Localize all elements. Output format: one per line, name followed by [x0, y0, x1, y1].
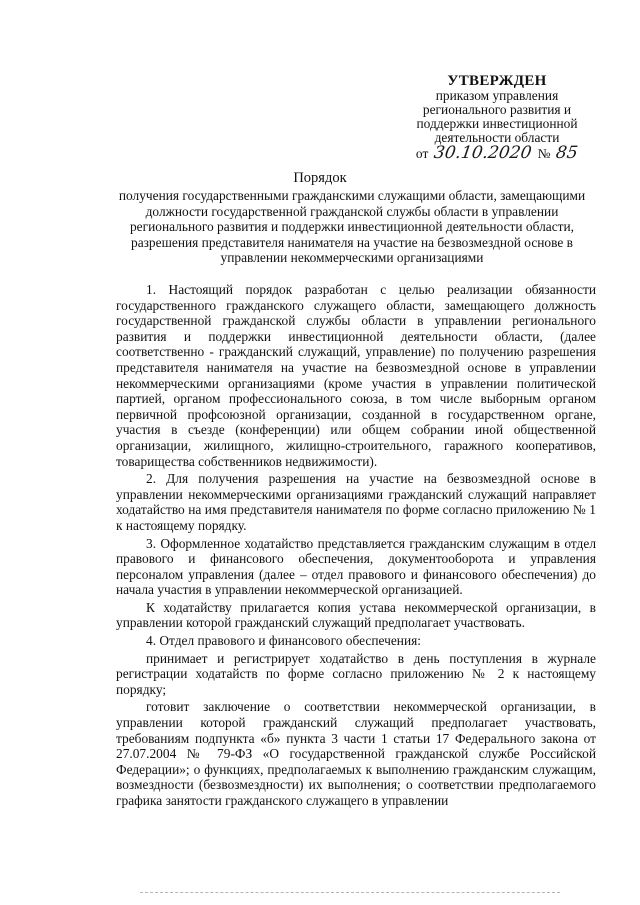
- approval-heading: УТВЕРЖДЕН: [447, 73, 547, 89]
- approval-line: деятельности области: [434, 130, 560, 145]
- document-title: Порядок: [293, 170, 347, 186]
- body-paragraph: готовит заключение о соответствии некоммерческой организации, в управлении которой гражданский служащий предполагает участвовать, требованиям подпункта «б» пункта 3 части 1 статьи 17 Федерального закона от 27.07.2004 № 79-ФЗ «О государственной гражданской службе Российской Федерации»; о функциях, предполагаемых к выполнению гражданским служащим, возмездности (безвозмездности) их выполнения; о соответствии предполагаемого графика занятости гражданского служащего в управлении: [116, 699, 596, 808]
- document-body: [116, 282, 596, 811]
- number-sign: №: [537, 146, 551, 161]
- body-paragraph: принимает и регистрирует ходатайство в день поступления в журнале регистрации ходатайств по форме согласно приложению № 2 к настоящему порядку;: [116, 650, 596, 697]
- approval-line: приказом управления: [435, 88, 559, 103]
- body-paragraph: 2. Для получения разрешения на участие на безвозмездной основе в управлении некоммерческими организациями гражданский служащий направляет ходатайство на имя представителя нанимателя по форме согласно приложению № 1 к настоящему порядку.: [116, 471, 596, 533]
- body-paragraph: 3. Оформленное ходатайство представляется гражданским служащим в отдел правового и финансового обеспечения, документооборота и управления персоналом управления (далее – отдел правового и финансового обеспечения) до начала участия в управлении некоммерческой организацией.: [116, 535, 596, 598]
- date-prefix: от: [415, 146, 429, 161]
- body-paragraph: 4. Отдел правового и финансового обеспечения:: [146, 633, 421, 649]
- body-paragraph: К ходатайству прилагается копия устава некоммерческой организации, в управлении которой гражданский служащий предполагает участвовать.: [116, 599, 596, 631]
- body-paragraph: 1. Настоящий порядок разработан с целью реализации обязанности государственного гражданского служащего области, замещающего должность государственной гражданской службы области в управлении регионального развития и поддержки инвестиционной деятельности области, (далее соответственно - гражданский служащий, управление) по получению разрешения представителя нанимателя на участие на безвозмездной основе в управлении некоммерческими организациями (кроме участия в управлении политической партией, органом профессионального союза, в том числе выборным органом первичной профсоюзной организации, созданной в государственном органе, участия в съезде (конференции) или общем собрании иной общественной организации, жилищного, жилищно-строительного, гаражного кооперативов, товарищества собственников недвижимости).: [116, 282, 596, 469]
- approval-date-row: [392, 143, 602, 163]
- handwritten-date: 30.10.2020: [432, 143, 534, 163]
- handwritten-number: 85: [555, 143, 580, 163]
- approval-line: регионального развития и: [422, 102, 572, 117]
- approval-stamp-block: [392, 74, 602, 161]
- document-subtitle: получения государственными гражданскими служащими области, замещающими должности государственной гражданской службы области в управлении регионального развития и поддержки инвестиционной деятельности области, разрешения представителя нанимателя на участие на безвозмездной основе в управлении некоммерческими организациями: [118, 188, 586, 266]
- scan-artifact-line: [140, 892, 560, 894]
- approval-line: поддержки инвестиционной: [416, 116, 578, 131]
